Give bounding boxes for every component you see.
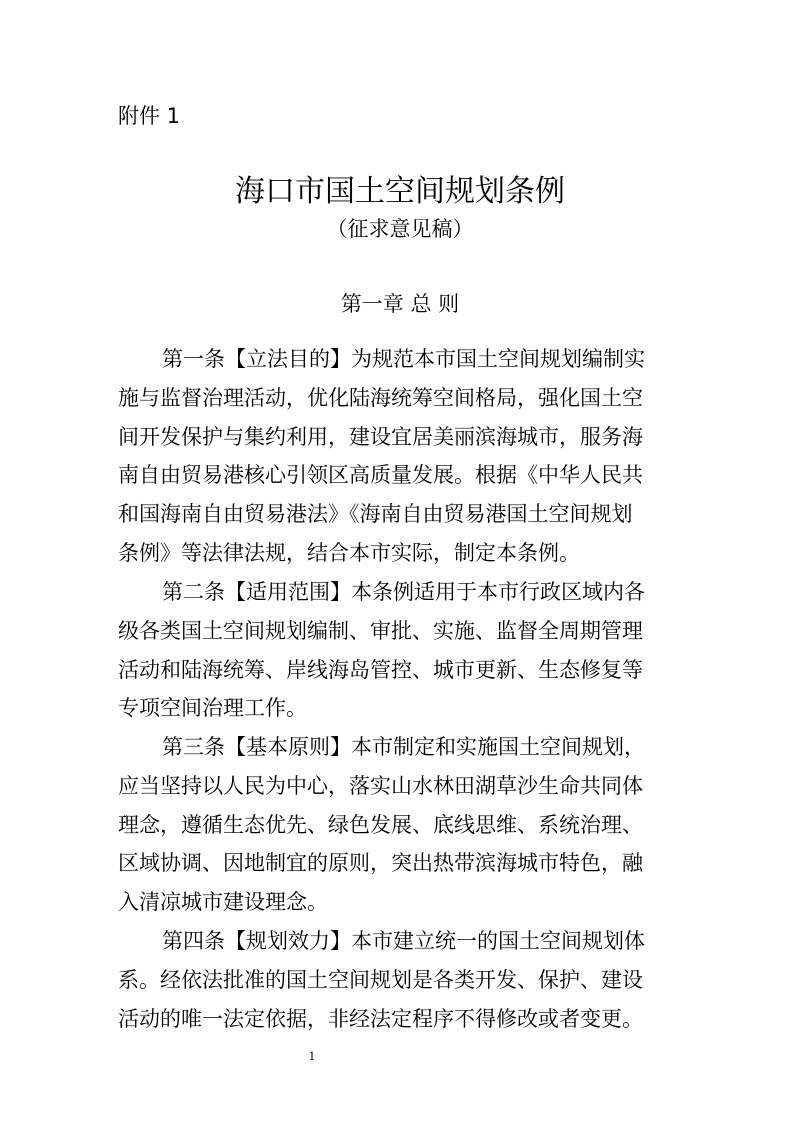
document-subtitle: （征求意见稿）: [326, 217, 474, 241]
article-line: 第三条【基本原则】本市制定和实施国土空间规划，: [162, 735, 645, 759]
article-line: 专项空间治理工作。: [118, 696, 307, 721]
article-line: 第二条【适用范围】本条例适用于本市行政区域内各: [162, 580, 645, 604]
article-3: [118, 728, 686, 922]
article-line: 条例》等法律法规，结合本市实际，制定本条例。: [118, 540, 580, 565]
article-line: 施与监督治理活动，优化陆海统筹空间格局，强化国土空: [118, 385, 643, 410]
article-line: 应当坚持以人民为中心，落实山水林田湖草沙生命共同体: [118, 773, 643, 798]
article-line: 级各类国土空间规划编制、审批、实施、监督全周期管理: [118, 618, 643, 643]
article-line: 入清凉城市建设理念。: [118, 890, 328, 915]
article-line: 活动的唯一法定依据，非经法定程序不得修改或者变更。: [118, 1006, 643, 1031]
article-line: 活动和陆海统筹、岸线海岛管控、城市更新、生态修复等: [118, 657, 643, 682]
article-line: 理念，遵循生态优先、绿色发展、底线思维、系统治理、: [118, 812, 643, 837]
article-4: [118, 922, 686, 1038]
page-number: 1: [308, 1050, 316, 1063]
article-line: 第四条【规划效力】本市建立统一的国土空间规划体: [162, 929, 645, 953]
article-line: 系。经依法批准的国土空间规划是各类开发、保护、建设: [118, 967, 643, 992]
article-line: 第一条【立法目的】为规范本市国土空间规划编制实: [162, 347, 645, 371]
chapter-heading: 第一章 总 则: [340, 292, 460, 316]
article-line: 南自由贸易港核心引领区高质量发展。根据《中华人民共: [118, 463, 643, 488]
article-2: [118, 573, 686, 728]
article-line: 和国海南自由贸易港法》《海南自由贸易港国土空间规划: [118, 502, 633, 527]
attachment-label: 附件 1: [118, 104, 181, 128]
article-line: 区域协调、因地制宜的原则，突出热带滨海城市特色，融: [118, 851, 643, 876]
article-line: 间开发保护与集约利用，建设宜居美丽滨海城市，服务海: [118, 424, 643, 449]
article-1: [118, 340, 686, 573]
document-title: 海口市国土空间规划条例: [235, 174, 565, 209]
